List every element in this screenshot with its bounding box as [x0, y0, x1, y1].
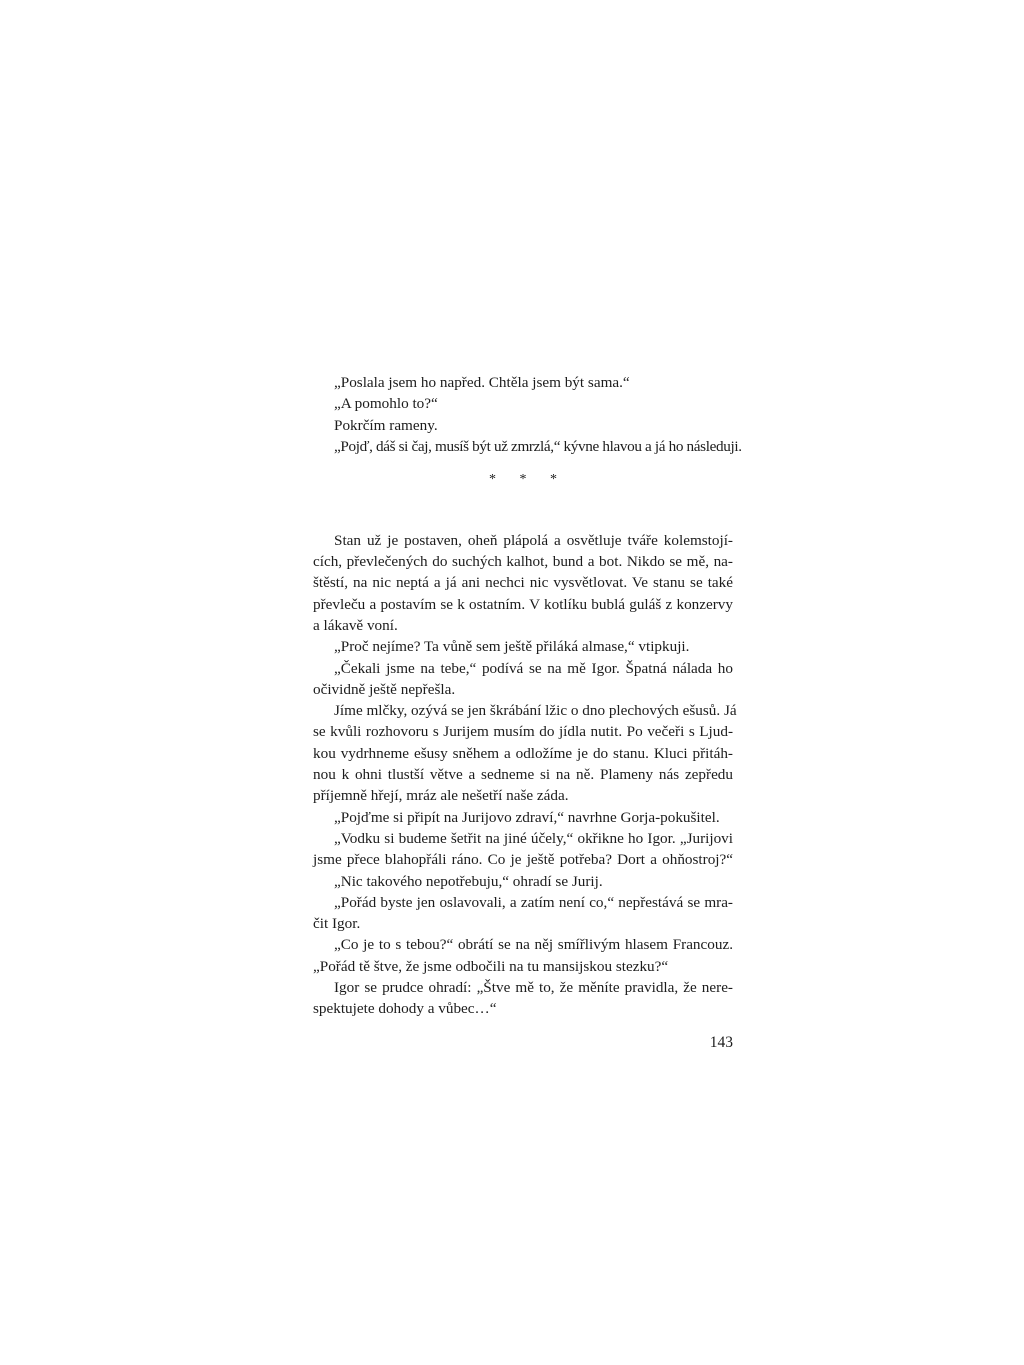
text-line: očividně ještě nepřešla.: [313, 680, 456, 698]
text-line: nou k ohni tlustší větve a sedneme si na ně. Plameny nás zepředu: [313, 766, 733, 784]
dialogue-line: „Pojď, dáš si čaj, musíš být už zmrzlá,“ kývne hlavou a já ho následuji.: [334, 437, 742, 455]
text-line: příjemně hřejí, mráz ale nešetří naše záda.: [313, 787, 569, 805]
dialogue-line: Pokrčím rameny.: [334, 416, 438, 434]
blank-space: [313, 508, 733, 529]
text-line: kou vydrhneme ešusy sněhem a odložíme je do stanu. Kluci přitáh-: [313, 744, 733, 762]
text-line: „Nic takového nepotřebuju,“ ohradí se Jurij.: [334, 872, 603, 890]
text-line: „Pojďme si připít na Jurijovo zdraví,“ navrhne Gorja-pokušitel.: [334, 808, 720, 826]
dialogue-line: „Poslala jsem ho napřed. Chtěla jsem být sama.“: [334, 374, 630, 391]
text-line: jsme přece blahopřáli ráno. Co je ještě potřeba? Dort a ohňostroj?“: [313, 851, 733, 869]
text-line: „Čekali jsme na tebe,“ podívá se na mě Igor. Špatná nálada ho: [334, 659, 733, 677]
text-line: spektujete dohody a vůbec…“: [313, 1000, 497, 1018]
text-line: Igor se prudce ohradí: „Štve mě to, že měníte pravidla, že nere-: [334, 979, 733, 997]
text-line: se kvůli rozhovoru s Jurijem musím do jídla nutit. Po večeři s Ljud-: [313, 723, 733, 741]
dialogue-line: „A pomohlo to?“: [334, 395, 438, 413]
text-line: „Vodku si budeme šetřit na jiné účely,“ okřikne ho Igor. „Jurijovi: [334, 829, 733, 847]
text-line: převleču a postavím se k ostatním. V kotlíku bublá guláš z konzervy: [313, 595, 733, 613]
section-separator: * * *: [489, 472, 567, 488]
text-line: Jíme mlčky, ozývá se jen škrábání lžic o dno plechových ešusů. Já: [334, 702, 737, 720]
text-line: a lákavě voní.: [313, 616, 398, 634]
text-line: Stan už je postaven, oheň plápolá a osvětluje tváře kolemstojí-: [334, 531, 733, 549]
text-line: čit Igor.: [313, 915, 361, 933]
text-line: štěstí, na nic neptá a já ani nechci nic vysvětlovat. Ve stanu se také: [313, 574, 733, 592]
text-line: „Pořád byste jen oslavovali, a zatím není co,“ nepřestává se mra-: [334, 893, 733, 911]
page-number: 143: [709, 1034, 733, 1051]
text-line: „Proč nejíme? Ta vůně sem ještě přiláká almase,“ vtipkuji.: [334, 638, 690, 656]
text-line: „Co je to s tebou?“ obrátí se na něj smířlivým hlasem Francouz.: [334, 936, 733, 954]
page-text-block: [313, 372, 742, 1020]
text-line: „Pořád tě štve, že jsme odbočili na tu mansijskou stezku?“: [313, 957, 669, 975]
text-line: cích, převlečených do suchých kalhot, bund a bot. Nikdo se mě, na-: [313, 553, 733, 571]
